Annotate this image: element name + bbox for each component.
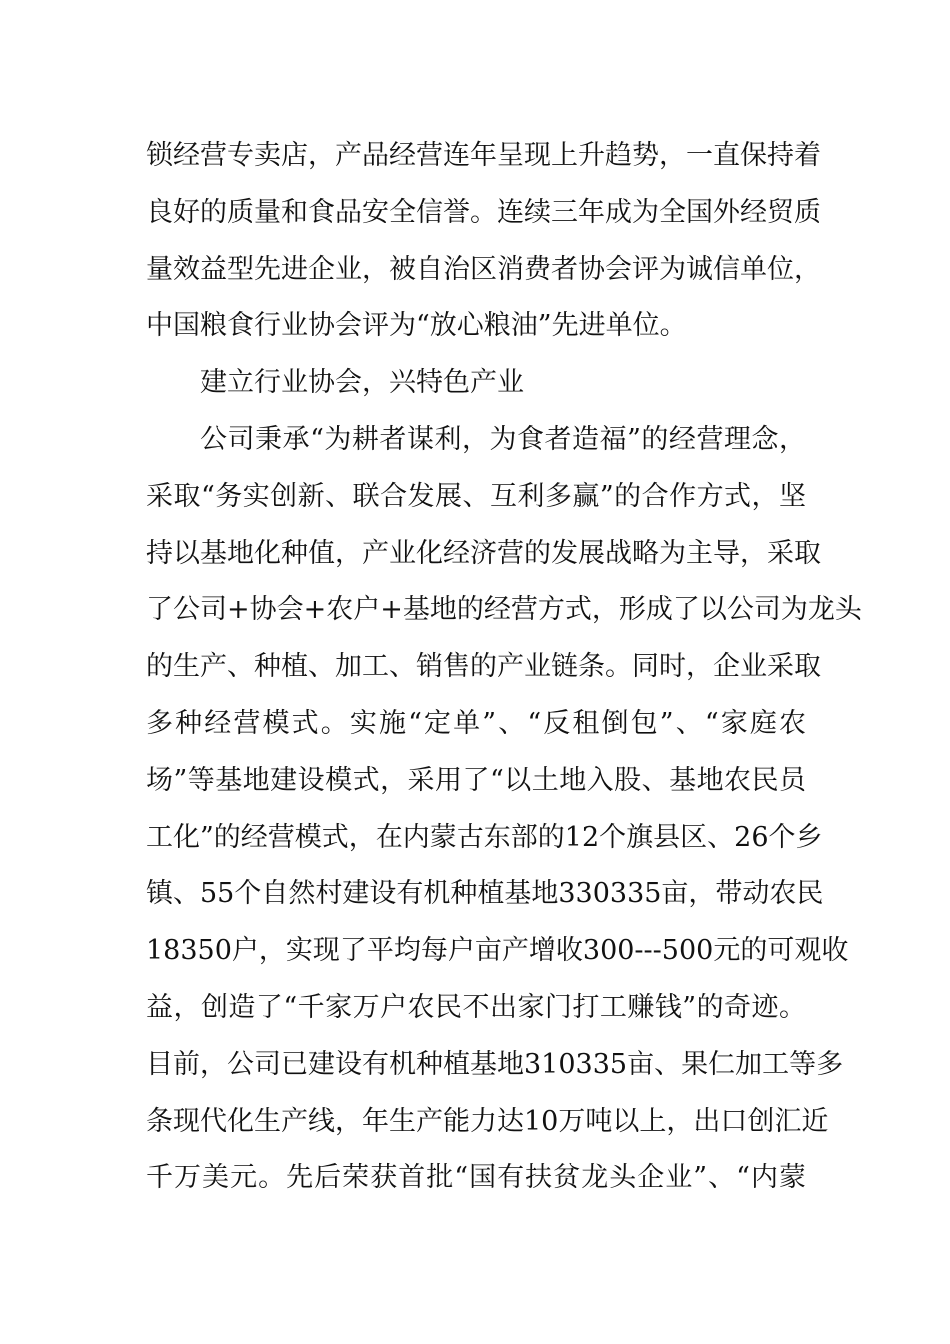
text-line: 公司秉承“为耕者谋利，为食者造福”的经营理念，: [200, 423, 806, 455]
text-line: 多种经营模式。实施“定单”、“反租倒包”、“家庭农: [146, 707, 806, 739]
text-line: 量效益型先进企业，被自治区消费者协会评为诚信单位，: [146, 253, 821, 285]
text-line: 良好的质量和食品安全信誉。连续三年成为全国外经贸质: [146, 196, 821, 228]
text-line: 锁经营专卖店，产品经营连年呈现上升趋势，一直保持着: [146, 140, 821, 171]
text-line: 条现代化生产线，年生产能力达10万吨以上，出口创汇近: [146, 1105, 829, 1137]
text-line: 益，创造了“千家万户农民不出家门打工赚钱”的奇迹。: [146, 991, 806, 1023]
section-heading: 建立行业协会，兴特色产业: [200, 367, 524, 399]
text-line: 镇、55个自然村建设有机种植基地330335亩，带动农民: [146, 878, 824, 910]
paragraph-continuation: [146, 128, 821, 355]
text-line: 了公司+协会+农户+基地的经营方式，形成了以公司为龙头: [146, 594, 862, 626]
text-line: 的生产、种植、加工、销售的产业链条。同时，企业采取: [146, 651, 821, 683]
text-line: 场”等基地建设模式，采用了“以土地入股、基地农民员: [146, 764, 806, 796]
text-line: 中国粮食行业协会评为“放心粮油”先进单位。: [146, 310, 687, 342]
text-line: 工化”的经营模式，在内蒙古东部的12个旗县区、26个乡: [146, 821, 823, 853]
text-line: 持以基地化种值，产业化经济营的发展战略为主导，采取: [146, 537, 821, 569]
text-line: 千万美元。先后荣获首批“国有扶贫龙头企业”、“内蒙: [146, 1162, 806, 1194]
text-line: 目前，公司已建设有机种植基地310335亩、果仁加工等多: [146, 1048, 844, 1080]
text-line: 采取“务实创新、联合发展、互利多赢”的合作方式，坚: [146, 480, 806, 512]
text-line: 18350户，实现了平均每户亩产增收300---500元的可观收: [146, 935, 849, 967]
paragraph-company-strategy: [146, 412, 862, 1207]
document-body: [146, 128, 862, 1207]
